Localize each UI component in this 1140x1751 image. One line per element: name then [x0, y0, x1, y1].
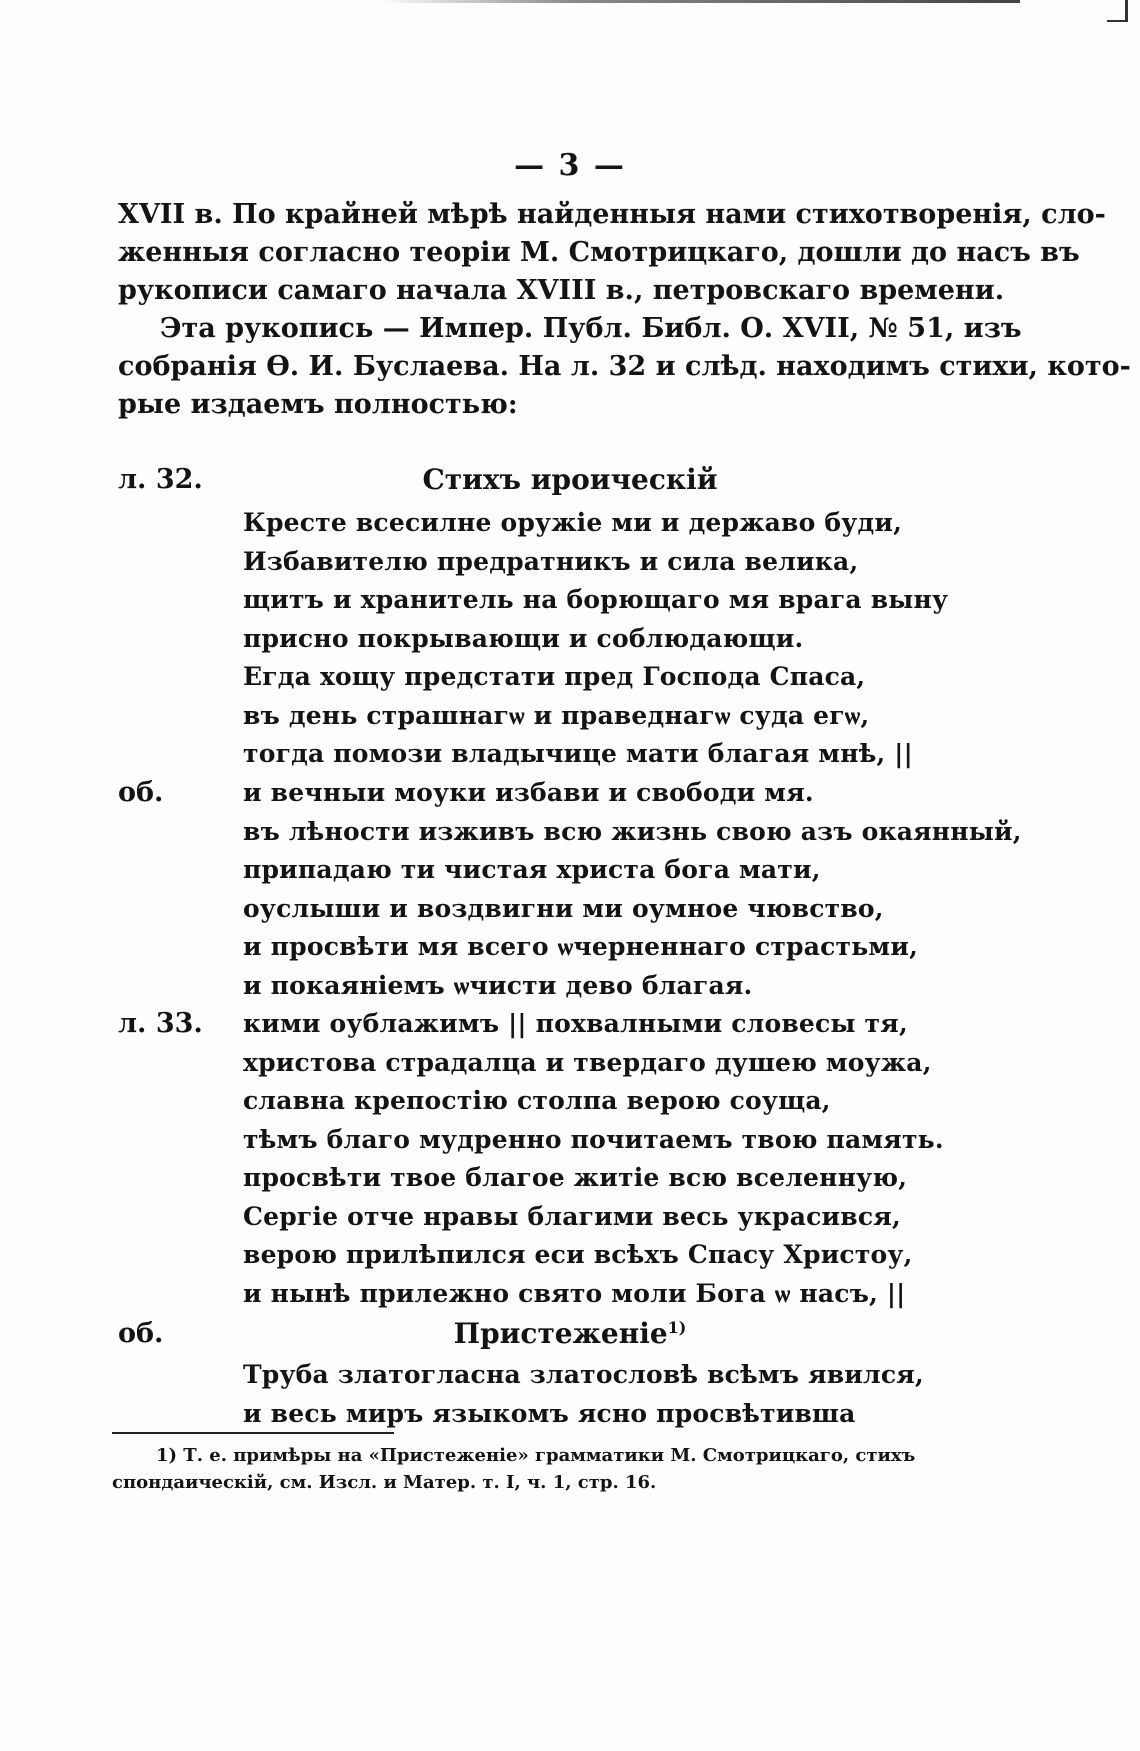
footnote-rule [112, 1432, 394, 1434]
verse-line: и нынѣ прилежно свято моли Бога ѡ насъ, || [243, 1278, 906, 1308]
verse-line: оуслыши и воздвигни ми оумное чювство, [243, 893, 884, 923]
folio-label: об. [118, 777, 164, 808]
second-para-line: Эта рукопись — Импер. Публ. Библ. О. XVII, № 51, изъ [160, 313, 1022, 344]
corner-mark [1107, 0, 1128, 22]
verse-line: припадаю ти чистая христа бога мати, [243, 855, 821, 884]
verse-line: присно покрывающи и соблюдающи. [243, 623, 804, 653]
verse-line: и вечныи моуки избави и свободи мя. [243, 778, 814, 807]
verse-line: Труба златогласна златословѣ всѣмъ явился, [243, 1360, 924, 1389]
verse-line: кими оублажимъ || похвалными словесы тя, [243, 1009, 908, 1038]
footnote [112, 1442, 916, 1496]
page-number: — 3 — [514, 148, 626, 183]
footnote-line: спондаическій, см. Изсл. и Матер. т. I, ч. 1, стр. 16. [112, 1472, 657, 1493]
folio-label: об. [118, 1318, 164, 1349]
folio-label: л. 32. [118, 464, 203, 495]
verse-line: Кресте всесилне оружіе ми и державо буди, [243, 508, 902, 537]
section-title-text: Пристеженіе [453, 1317, 668, 1350]
poem-title: Стихъ ироическій [422, 463, 718, 496]
second-paragraph [118, 310, 1131, 424]
verse-line: Егда хощу предстати пред Господа Спаса, [243, 662, 866, 691]
second-para-line: собранія Ѳ. И. Буслаева. На л. 32 и слѣд. находимъ стихи, кото- [118, 351, 1131, 382]
intro-paragraph [118, 196, 1106, 310]
verse-block-2 [243, 774, 1022, 1005]
verse-line: тогда помози владычице мати благая мнѣ, || [243, 739, 913, 768]
verse-line: верою прилѣпился еси всѣхъ Спасу Христоу, [243, 1240, 913, 1269]
footnote-ref: 1) [667, 1318, 687, 1337]
verse-line: Избавителю предратникъ и сила велика, [243, 546, 859, 576]
intro-line: XVII в. По крайней мѣрѣ найденныя нами стихотворенія, сло- [118, 199, 1106, 230]
footnote-line: 1) Т. е. примѣры на «Пристеженіе» грамматики М. Смотрицкаго, стихъ [156, 1445, 916, 1466]
verse-line: Сергіе отче нравы благими весь украсився, [243, 1201, 901, 1231]
verse-line: и просвѣти мя всего ѡчерненнаго страстьми, [243, 932, 918, 961]
verse-block-3 [243, 1005, 944, 1313]
verse-line: и покаяніемъ ѡчисти дево благая. [243, 970, 753, 1000]
verse-line: христова страдалца и твердаго душею моужа, [243, 1047, 932, 1077]
second-para-line: рые издаемъ полностью: [118, 389, 518, 420]
verse-block-1 [243, 504, 948, 774]
verse-line: славна крепостію столпа верою соуща, [243, 1086, 831, 1115]
page-top-edge [380, 0, 1020, 3]
verse-line: тѣмъ благо мудренно почитаемъ твою память. [243, 1124, 944, 1154]
section-title [0, 1315, 1140, 1353]
folio-label: л. 33. [118, 1008, 203, 1039]
verse-block-4 [243, 1356, 924, 1433]
verse-line: щитъ и хранитель на борющаго мя врага выну [243, 585, 949, 614]
verse-line: въ день страшнагѡ и праведнагѡ суда егѡ, [243, 700, 870, 730]
verse-line: просвѣти твое благое житіе всю вселенную, [243, 1163, 908, 1192]
intro-line: женныя согласно теоріи М. Смотрицкаго, дошли до насъ въ [118, 237, 1080, 268]
verse-line: въ лѣности изживъ всю жизнь свою азъ окаянный, [243, 816, 1022, 846]
intro-line: рукописи самаго начала XVIII в., петровскаго времени. [118, 275, 1005, 306]
verse-line: и весь миръ языкомъ ясно просвѣтивша [243, 1398, 856, 1428]
